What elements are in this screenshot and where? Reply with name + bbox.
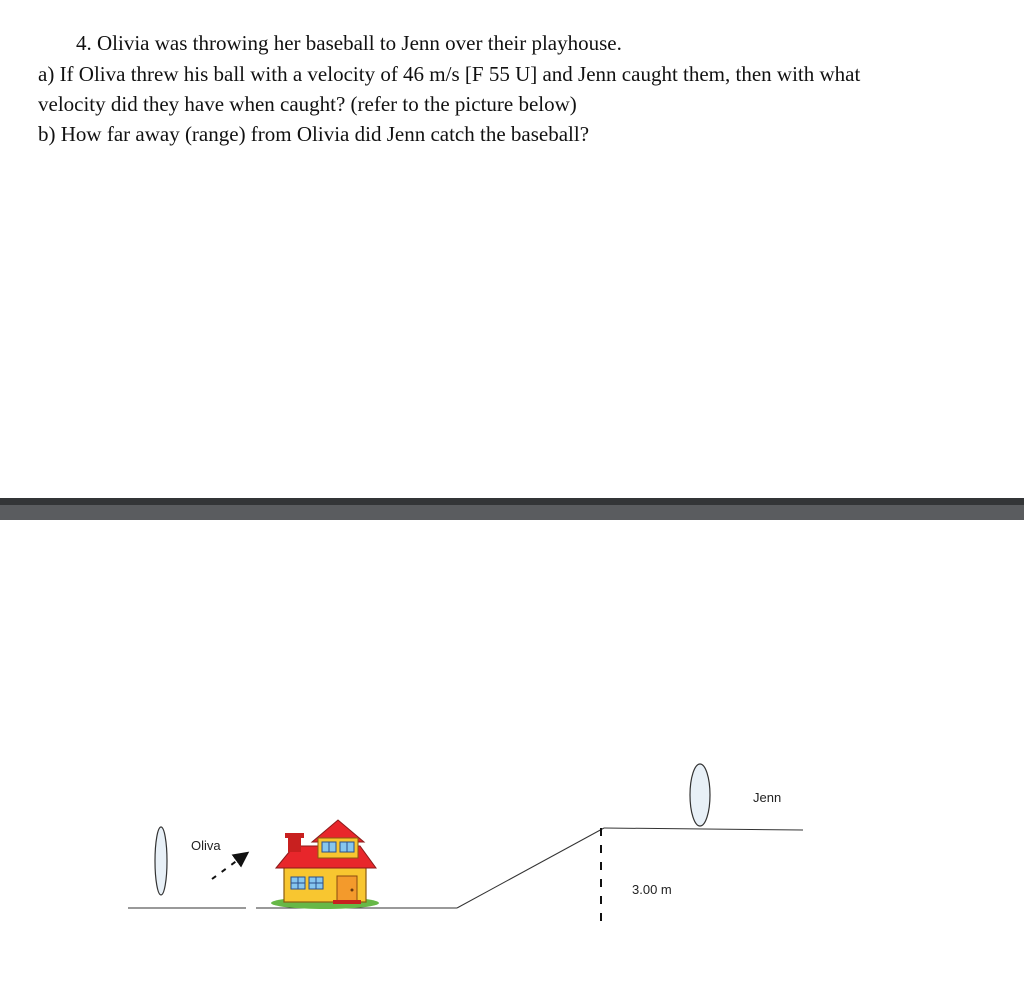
upper-ground <box>604 828 803 830</box>
ramp-slope <box>457 828 604 908</box>
question-part-b: b) How far away (range) from Olivia did Jenn catch the baseball? <box>38 122 590 146</box>
question-part-a-line1: a) If Oliva threw his ball with a velocity of 46 m/s [F 55 U] and Jenn caught them, then with what <box>38 62 861 86</box>
throw-direction-arrow <box>212 854 246 879</box>
jenn-figure <box>690 764 710 826</box>
height-label: 3.00 m <box>632 882 672 897</box>
question-part-a-line2: velocity did they have when caught? (refer to the picture below) <box>38 92 577 116</box>
oliva-label: Oliva <box>191 838 221 853</box>
jenn-label: Jenn <box>753 790 782 805</box>
oliva-figure <box>155 827 167 895</box>
house-icon <box>271 820 379 909</box>
question-title: 4. Olivia was throwing her baseball to Jenn over their playhouse. <box>76 31 622 55</box>
